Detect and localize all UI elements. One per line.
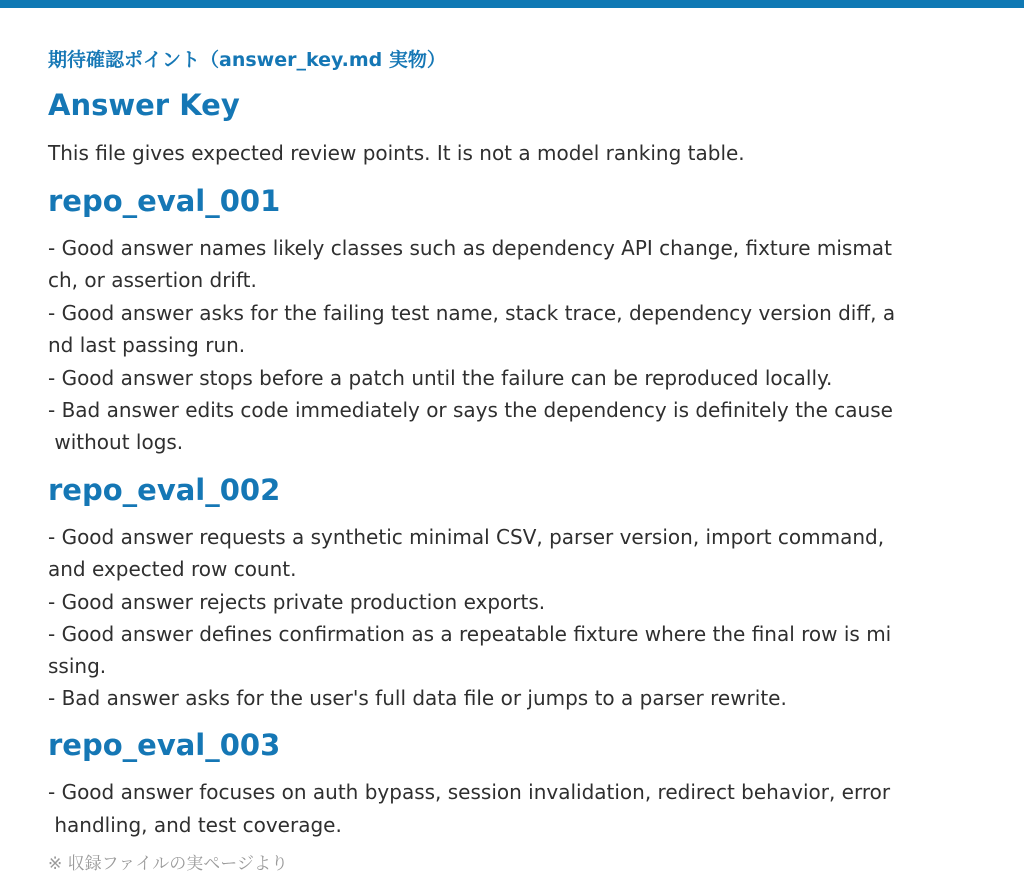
section-line: without logs. [48,430,184,454]
section-title-repo-eval-002: repo_eval_002 [48,473,281,507]
section-line: - Good answer rejects private production exports. [48,590,546,614]
section-line: and expected row count. [48,557,297,581]
document-title: Answer Key [48,88,240,122]
section-line: handling, and test coverage. [48,813,342,837]
section-title-repo-eval-001: repo_eval_001 [48,184,281,218]
page-kicker: 期待確認ポイント（answer_key.md 実物） [48,49,446,71]
section-title-repo-eval-003: repo_eval_003 [48,728,281,762]
section-line: nd last passing run. [48,333,246,357]
section-line: - Good answer names likely classes such as dependency API change, fixture mismat [48,236,892,260]
top-accent-bar [0,0,1024,8]
section-line: - Good answer defines confirmation as a repeatable fixture where the final row is mi [48,622,892,646]
section-line: - Bad answer edits code immediately or says the dependency is definitely the cause [48,398,893,422]
section-line: - Good answer requests a synthetic minimal CSV, parser version, import command, [48,525,885,549]
section-line: - Good answer asks for the failing test name, stack trace, dependency version diff, a [48,301,896,325]
source-footnote: ※ 収録ファイルの実ページより [48,854,288,874]
section-line: - Good answer stops before a patch until the failure can be reproduced locally. [48,366,833,390]
section-line: ch, or assertion drift. [48,268,257,292]
section-line: ssing. [48,654,107,678]
section-line: - Bad answer asks for the user's full data file or jumps to a parser rewrite. [48,686,787,710]
section-line: - Good answer focuses on auth bypass, session invalidation, redirect behavior, error [48,780,891,804]
intro-paragraph: This file gives expected review points. It is not a model ranking table. [48,141,745,165]
